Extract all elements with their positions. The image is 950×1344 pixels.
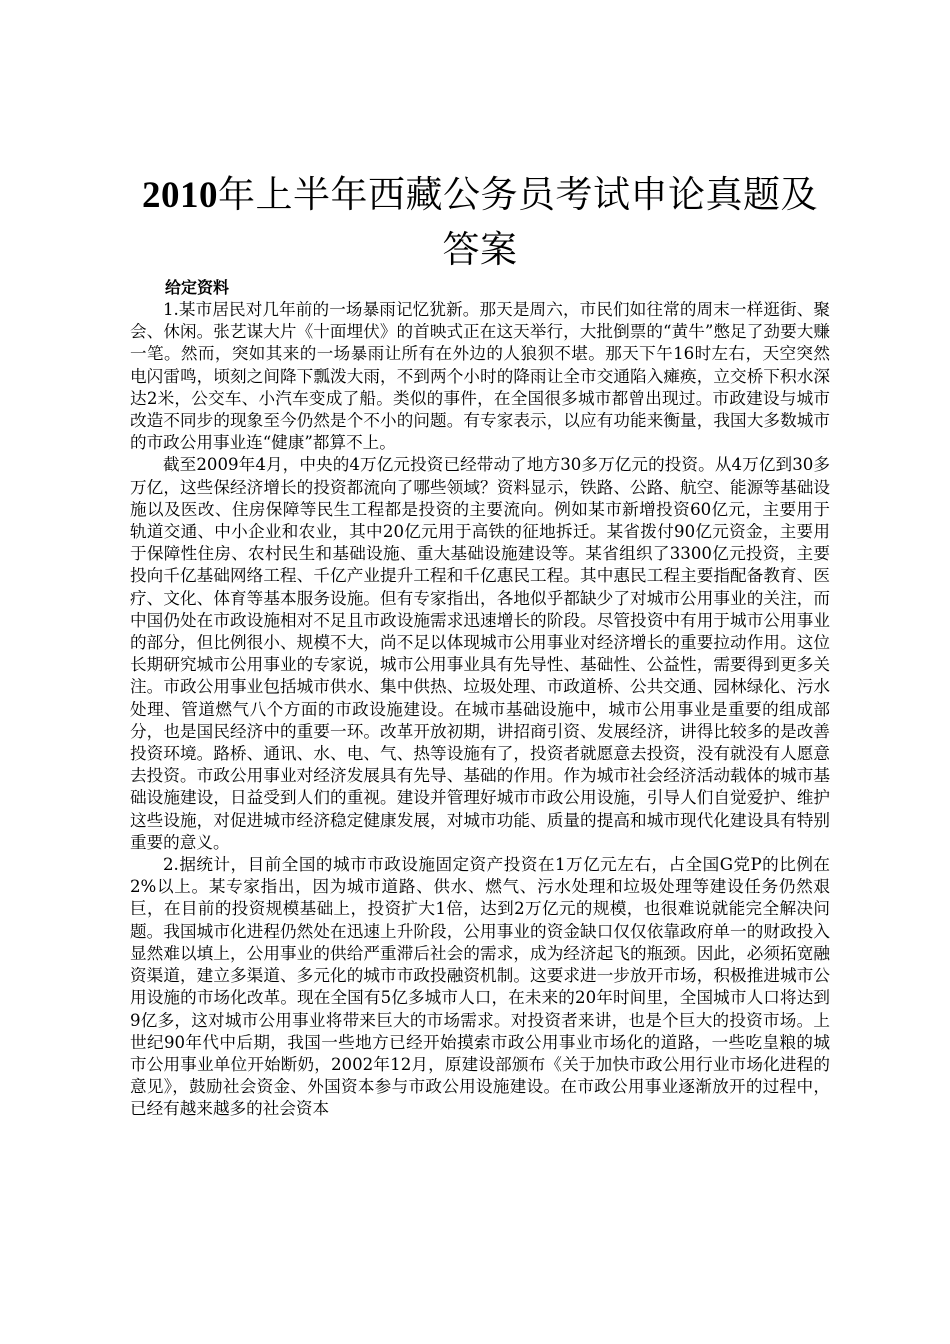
title-text: 年上半年西藏公务员考试申论真题及答案 xyxy=(218,173,818,271)
paragraph: 2.据统计，目前全国的城市市政设施固定资产投资在1万亿元左右，占全国G党P的比例在2%以上。某专家指出，因为城市道路、供水、燃气、污水处理和垃圾处理等建设任务仍然艰巨，在目前的投资规模基础上，投资扩大1倍，达到2万亿元的规模，也很难说就能完全解决问题。我国城市化进程仍然处在迅速上升阶段，公用事业的资金缺口仅仅依靠政府单一的财政投入显然难以填上，公用事业的供给严重滞后社会的需求，成为经济起飞的瓶颈。因此，必须拓宽融资渠道，建立多渠道、多元化的城市市政投融资机制。这要求进一步放开市场，积极推进城市公用设施的市场化改革。现在全国有5亿多城市人口，在未来的20年时间里，全国城市人口将达到9亿多，这对城市公用事业将带来巨大的市场需求。对投资者来讲，也是个巨大的投资市场。上世纪90年代中后期，我国一些地方已经开始摸索市政公用事业市场化的道路，一些吃皇粮的城市公用事业单位开始断奶，2002年12月，原建设部颁布《关于加快市政公用行业市场化进程的意见》，鼓励社会资金、外国资本参与市政公用设施建设。在市政公用事业逐渐放开的过程中，已经有越来越多的社会资本 xyxy=(130,855,830,1119)
document-page xyxy=(130,168,830,1121)
title-year: 2010 xyxy=(142,175,218,216)
paragraph: 截至2009年4月，中央的4万亿元投资已经带动了地方30多万亿元的投资。从4万亿到30多万亿，这些保经济增长的投资都流向了哪些领域？资料显示，铁路、公路、航空、能源等基础设施以及医改、住房保障等民生工程都是投资的主要流向。例如某市新增投资60亿元，主要用于轨道交通、中小企业和农业，其中20亿元用于高铁的征地拆迁。某省拨付90亿元资金，主要用于保障性住房、农村民生和基础设施、重大基础设施建设等。某省组织了3300亿元投资，主要投向千亿基础网络工程、千亿产业提升工程和千亿惠民工程。其中惠民工程主要指配备教育、医疗、文化、体育等基本服务设施。但有专家指出，各地似乎都缺少了对城市公用事业的关注，而中国仍处在市政设施相对不足且市政设施需求迅速增长的阶段。尽管投资中有用于城市公用事业的部分，但比例很小、规模不大，尚不足以体现城市公用事业对经济增长的重要拉动作用。这位长期研究城市公用事业的专家说，城市公用事业具有先导性、基础性、公益性，需要得到更多关注。市政公用事业包括城市供水、集中供热、垃圾处理、市政道桥、公共交通、园林绿化、污水处理、管道燃气八个方面的市政设施建设。在城市基础设施中，城市公用事业是重要的组成部分，也是国民经济中的重要一环。改革开放初期，讲招商引资、发展经济，讲得比较多的是改善投资环境。路桥、通讯、水、电、气、热等设施有了，投资者就愿意去投资，没有就没有人愿意去投资。市政公用事业对经济发展具有先导、基础的作用。作为城市社会经济活动载体的城市基础设施建设，日益受到人们的重视。建设并管理好城市市政公用设施，引导人们自觉爱护、维护这些设施，对促进城市经济稳定健康发展，对城市功能、质量的提高和城市现代化建设具有特别重要的意义。 xyxy=(130,455,830,852)
section-heading: 给定资料 xyxy=(165,278,230,297)
paragraph: 1.某市居民对几年前的一场暴雨记忆犹新。那天是周六，市民们如往常的周末一样逛街、聚会、休闲。张艺谋大片《十面埋伏》的首映式正在这天举行，大批倒票的“黄牛”憋足了劲要大赚一笔。然而，突如其来的一场暴雨让所有在外边的人狼狈不堪。那天下午16时左右，天空突然电闪雷鸣，顷刻之间降下瓢泼大雨，不到两个小时的降雨让全市交通陷入瘫痪，立交桥下积水深达2米，公交车、小汽车变成了船。类似的事件，在全国很多城市都曾出现过。市政建设与城市改造不同步的现象至今仍然是个不小的问题。有专家表示，以应有功能来衡量，我国大多数城市的市政公用事业连“健康”都算不上。 xyxy=(130,300,830,453)
document-title xyxy=(130,168,830,277)
